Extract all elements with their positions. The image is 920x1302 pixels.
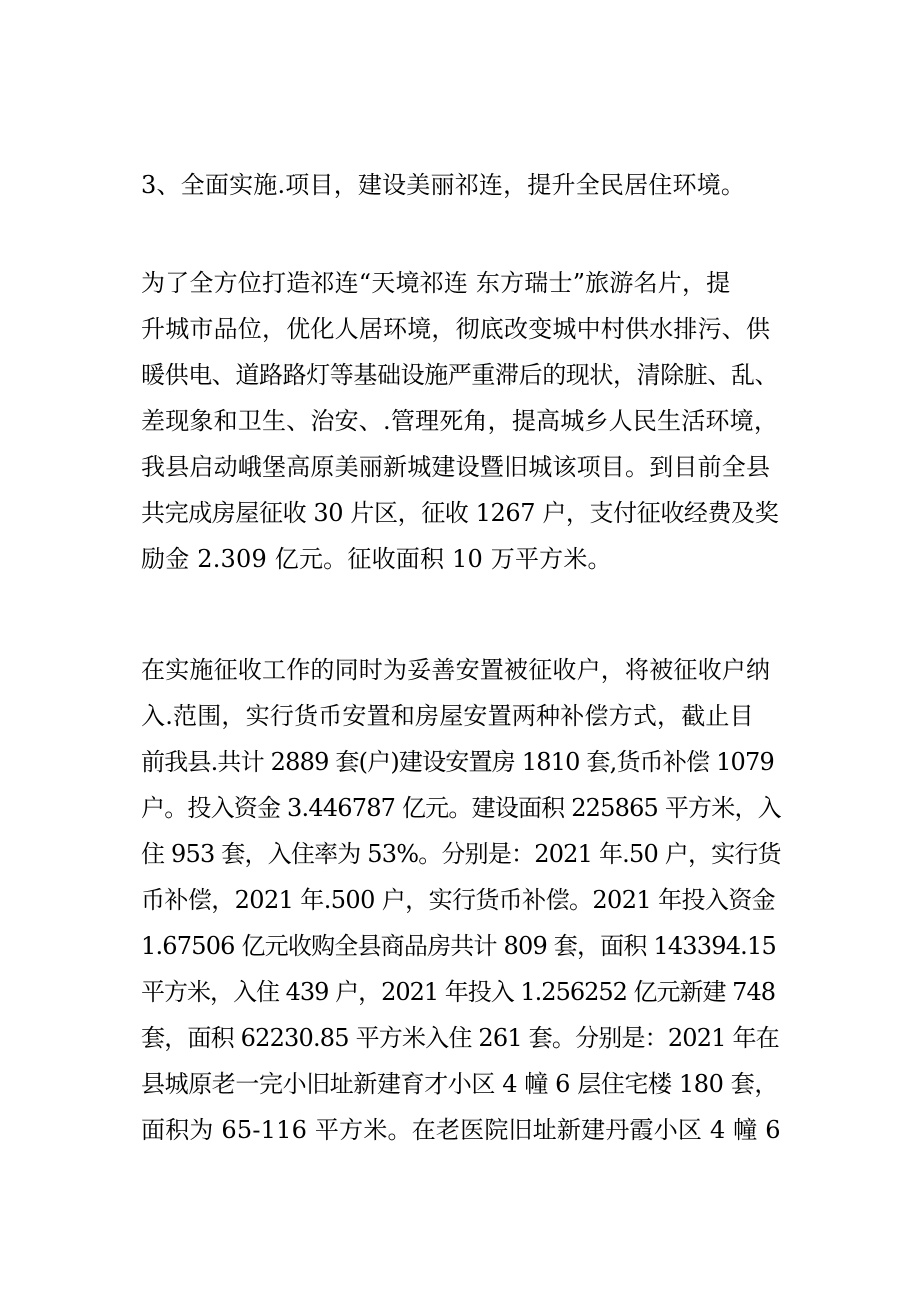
paragraph-line: 共完成房屋征收 30 片区，征收 1267 户，支付征收经费及奖 xyxy=(141,499,779,527)
paragraph-line: 币补偿，2021 年.500 户，实行货币补偿。2021 年投入资金 xyxy=(141,886,776,914)
paragraph-line: 为了全方位打造祁连“天境祁连 东方瑞士”旅游名片，提 xyxy=(141,269,731,297)
paragraph-line: 在实施征收工作的同时为妥善安置被征收户，将被征收户纳 xyxy=(141,656,771,684)
paragraph-line: 住 953 套，入住率为 53%。分别是：2021 年.50 户，实行货 xyxy=(141,840,781,868)
paragraph-line: 前我县.共计 2889 套(户)建设安置房 1810 套,货币补偿 1079 xyxy=(141,748,774,776)
paragraph-line: 县城原老一完小旧址新建育才小区 4 幢 6 层住宅楼 180 套， xyxy=(141,1070,778,1098)
paragraph-line: 1.67506 亿元收购全县商品房共计 809 套，面积 143394.15 xyxy=(141,932,776,960)
paragraph-line: 暖供电、道路路灯等基础设施严重滞后的现状，清除脏、乱、 xyxy=(141,361,779,389)
section-heading xyxy=(141,162,781,208)
heading-line: 3、全面实施.项目，建设美丽祁连，提升全民居住环境。 xyxy=(141,171,746,199)
paragraph-line: 差现象和卫生、治安、.管理死角，提高城乡人民生活环境， xyxy=(141,407,779,435)
paragraph-line: 户。投入资金 3.446787 亿元。建设面积 225865 平方米，入 xyxy=(141,794,781,822)
paragraph-2 xyxy=(141,647,781,1153)
paragraph-line: 升城市品位，优化人居环境，彻底改变城中村供水排污、供 xyxy=(141,315,771,343)
paragraph-line: 面积为 65-116 平方米。在老医院旧址新建丹霞小区 4 幢 6 xyxy=(141,1116,781,1144)
paragraph-line: 励金 2.309 亿元。征收面积 10 万平方米。 xyxy=(141,545,612,573)
paragraph-1 xyxy=(141,260,781,582)
paragraph-line: 我县启动峨堡高原美丽新城建设暨旧城该项目。到目前全县 xyxy=(141,453,771,481)
paragraph-line: 入.范围，实行货币安置和房屋安置两种补偿方式，截止目 xyxy=(141,702,754,730)
paragraph-line: 套，面积 62230.85 平方米入住 261 套。分别是：2021 年在 xyxy=(141,1024,779,1052)
paragraph-line: 平方米，入住 439 户，2021 年投入 1.256252 亿元新建 748 xyxy=(141,978,775,1006)
